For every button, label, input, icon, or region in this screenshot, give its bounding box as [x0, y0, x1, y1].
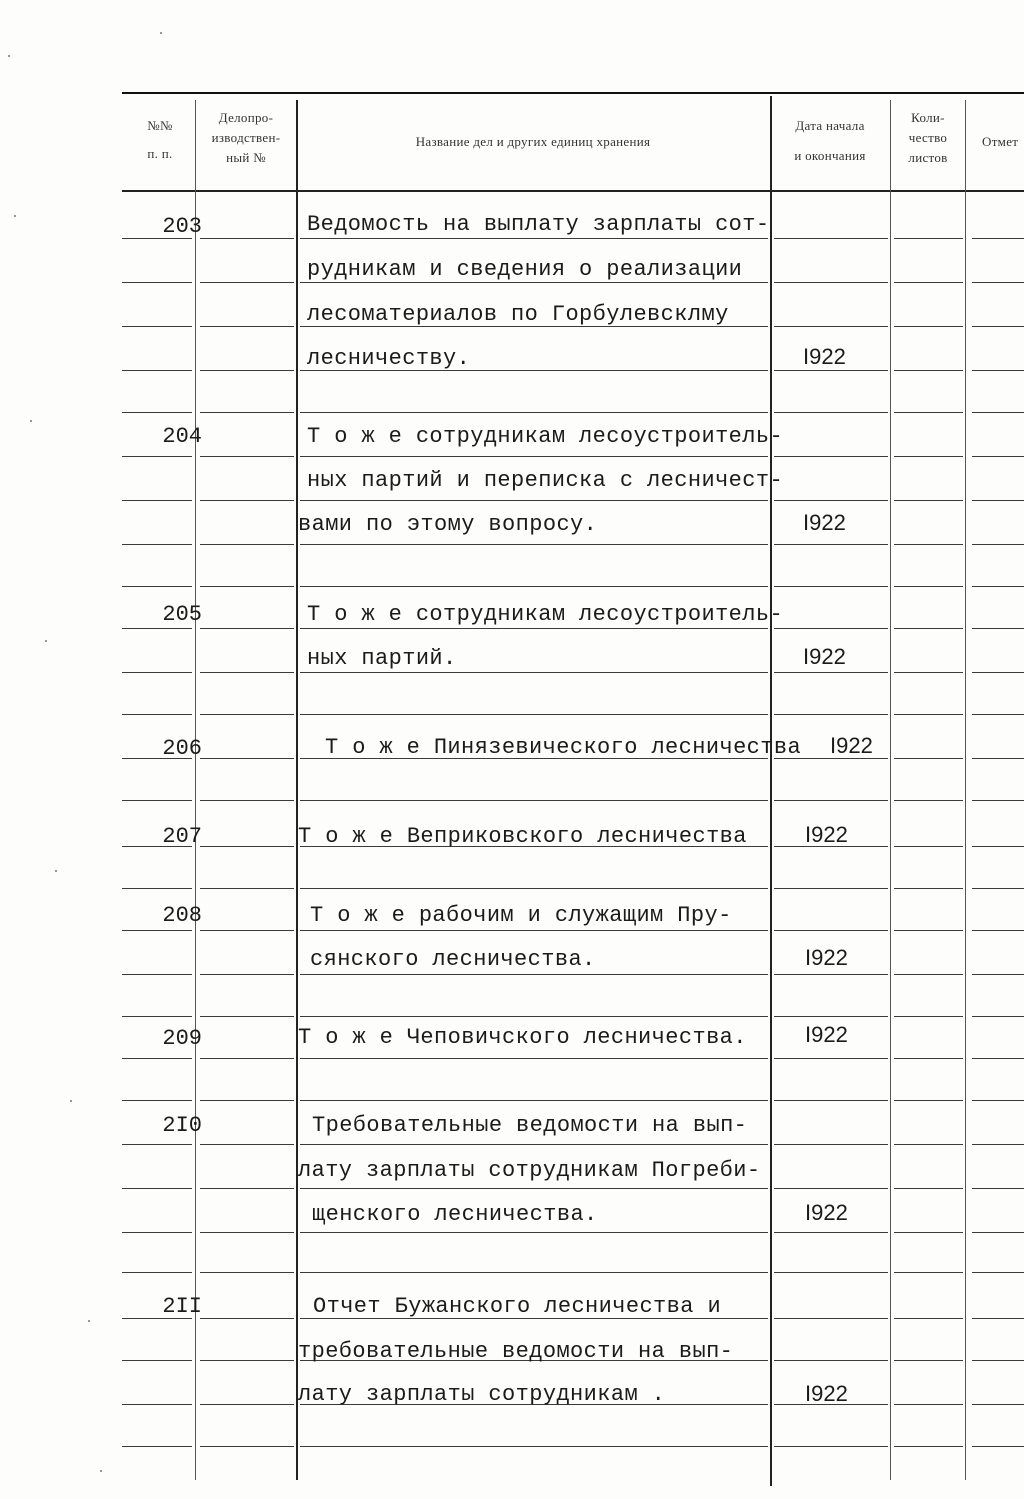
ruled-line — [122, 326, 192, 327]
ruled-line — [972, 714, 1024, 715]
entry-number: 2I0 — [162, 1113, 202, 1138]
ruled-line — [972, 930, 1024, 931]
entry-date: I922 — [803, 344, 846, 369]
entry-date: I922 — [805, 822, 848, 847]
ruled-line — [894, 1404, 963, 1405]
ruled-line — [972, 586, 1024, 587]
ruled-line — [200, 1360, 294, 1361]
speckle — [55, 870, 57, 872]
ruled-line — [300, 672, 768, 673]
header-col-notes — [982, 134, 1024, 150]
ruled-line — [200, 1188, 294, 1189]
ruled-line — [200, 412, 294, 413]
ruled-line — [200, 628, 294, 629]
ruled-line — [894, 1144, 963, 1145]
ruled-line — [300, 1232, 768, 1233]
ruled-line — [972, 1188, 1024, 1189]
ruled-line — [972, 758, 1024, 759]
ruled-line — [774, 1318, 888, 1319]
ruled-line — [122, 500, 192, 501]
speckle — [88, 1320, 90, 1322]
ruled-line — [894, 326, 963, 327]
speckle — [14, 215, 16, 217]
ruled-line — [122, 930, 192, 931]
entry-text-line: ных партий и переписка с лесничест- — [307, 468, 784, 493]
ruled-line — [894, 1058, 963, 1059]
ruled-line — [300, 1100, 768, 1101]
header-col-office-line3: ный № — [226, 150, 266, 165]
ruled-line — [894, 586, 963, 587]
ruled-line — [972, 1232, 1024, 1233]
entry-date: I922 — [805, 1200, 848, 1225]
entry-text-line: ных партий. — [307, 646, 457, 671]
ruled-line — [122, 628, 192, 629]
ruled-line — [774, 1058, 888, 1059]
ruled-line — [300, 628, 768, 629]
entry-text-line: рудникам и сведения о реализации — [307, 257, 743, 282]
ruled-line — [200, 456, 294, 457]
ruled-line — [300, 412, 768, 413]
entry-text-line: Т о ж е Пинязевического лесничества — [325, 735, 802, 760]
ruled-line — [774, 412, 888, 413]
header-col-office — [200, 110, 292, 166]
ruled-line — [300, 1058, 768, 1059]
ruled-line — [894, 714, 963, 715]
ruled-line — [122, 1016, 192, 1017]
entry-text-line: Требовательные ведомости на вып- — [312, 1113, 748, 1138]
ruled-line — [122, 282, 192, 283]
ruled-line — [972, 1016, 1024, 1017]
ruled-line — [200, 714, 294, 715]
ruled-line — [894, 846, 963, 847]
ruled-line — [200, 672, 294, 673]
entry-text-line: Т о ж е рабочим и служащим Пру- — [310, 903, 732, 928]
ruled-line — [122, 456, 192, 457]
ruled-line — [972, 370, 1024, 371]
ruled-line — [972, 1100, 1024, 1101]
ruled-line — [122, 586, 192, 587]
header-col-dates-line2: и окончания — [794, 148, 866, 163]
ruled-line — [200, 1404, 294, 1405]
header-col-notes-text: Отмет — [982, 134, 1019, 149]
ruled-line — [200, 1016, 294, 1017]
header-col-num — [132, 118, 188, 162]
entry-text-line: Ведомость на выплату зарплаты сот- — [307, 212, 770, 237]
entry-number: 205 — [162, 602, 202, 627]
ruled-line — [200, 1318, 294, 1319]
ruled-line — [200, 846, 294, 847]
ruled-line — [300, 1272, 768, 1273]
ruled-line — [774, 544, 888, 545]
entry-text-line: Т о ж е Чеповичского лесничества. — [298, 1025, 747, 1050]
ruled-line — [774, 1360, 888, 1361]
ruled-line — [972, 1272, 1024, 1273]
ruled-line — [972, 1446, 1024, 1447]
ruled-line — [894, 1188, 963, 1189]
entry-text-line: лату зарплаты сотрудникам Погреби- — [298, 1158, 761, 1183]
entry-number: 204 — [162, 424, 202, 449]
ruled-line — [774, 974, 888, 975]
ruled-line — [972, 282, 1024, 283]
entry-text-line: лесничеству. — [307, 346, 471, 371]
ruled-line — [200, 586, 294, 587]
ruled-line — [300, 930, 768, 931]
speckle — [100, 1470, 102, 1472]
ruled-line — [200, 1058, 294, 1059]
header-col-sheets — [894, 110, 962, 166]
ruled-line — [122, 412, 192, 413]
table-top-border — [122, 92, 1024, 94]
ruled-line — [894, 1232, 963, 1233]
entry-text-line: Т о ж е сотрудникам лесоустроитель- — [307, 602, 784, 627]
ruled-line — [200, 370, 294, 371]
ruled-line — [200, 758, 294, 759]
ruled-line — [972, 1404, 1024, 1405]
speckle — [45, 640, 47, 642]
ruled-line — [894, 888, 963, 889]
ruled-line — [774, 628, 888, 629]
ruled-line — [774, 326, 888, 327]
ruled-line — [972, 326, 1024, 327]
entry-text-line: требовательные ведомости на вып- — [298, 1339, 734, 1364]
ruled-line — [774, 238, 888, 239]
ruled-line — [774, 1144, 888, 1145]
entry-number: 206 — [162, 736, 202, 761]
speckle — [8, 55, 10, 57]
column-rule-title — [770, 96, 772, 1486]
ruled-line — [972, 628, 1024, 629]
ruled-line — [894, 370, 963, 371]
entry-date: I922 — [805, 945, 848, 970]
entry-date: I922 — [803, 644, 846, 669]
ruled-line — [774, 672, 888, 673]
entry-text-line: сянского лесничества. — [310, 947, 596, 972]
ruled-line — [300, 238, 768, 239]
ruled-line — [300, 586, 768, 587]
ruled-line — [774, 370, 888, 371]
ruled-line — [972, 1360, 1024, 1361]
ruled-line — [774, 1446, 888, 1447]
entry-number: 2II — [162, 1294, 202, 1319]
ruled-line — [894, 758, 963, 759]
ruled-line — [200, 1100, 294, 1101]
ruled-line — [200, 1144, 294, 1145]
header-col-dates-line1: Дата начала — [795, 118, 865, 133]
ruled-line — [894, 412, 963, 413]
entry-text-line: Т о ж е Веприковского лесничества — [298, 824, 747, 849]
ruled-line — [300, 1144, 768, 1145]
ruled-line — [200, 1272, 294, 1273]
ruled-line — [300, 456, 768, 457]
ruled-line — [300, 544, 768, 545]
ruled-line — [300, 800, 768, 801]
column-rule-num — [195, 100, 196, 1480]
ruled-line — [122, 974, 192, 975]
entry-date: I922 — [803, 510, 846, 535]
column-rule-sheets — [965, 100, 966, 1480]
ruled-line — [774, 1232, 888, 1233]
ruled-line — [972, 846, 1024, 847]
ruled-line — [122, 544, 192, 545]
ruled-line — [894, 1016, 963, 1017]
header-col-title-text: Название дел и других единиц хранения — [415, 134, 651, 149]
entry-number: 208 — [162, 903, 202, 928]
header-bottom-border — [122, 190, 1024, 192]
entry-text-line: вами по этому вопросу. — [298, 512, 598, 537]
ruled-line — [774, 1016, 888, 1017]
ruled-line — [122, 672, 192, 673]
entry-text-line: лату зарплаты сотрудникам . — [298, 1382, 666, 1407]
ruled-line — [774, 1100, 888, 1101]
ruled-line — [122, 1144, 192, 1145]
ruled-line — [200, 800, 294, 801]
speckle — [30, 420, 32, 422]
header-col-title — [300, 134, 766, 150]
ruled-line — [972, 238, 1024, 239]
ruled-line — [774, 800, 888, 801]
ruled-line — [200, 1232, 294, 1233]
ruled-line — [774, 586, 888, 587]
ruled-line — [300, 500, 768, 501]
ruled-line — [200, 282, 294, 283]
ruled-line — [894, 930, 963, 931]
ruled-line — [774, 888, 888, 889]
ruled-line — [200, 930, 294, 931]
ruled-line — [972, 800, 1024, 801]
entry-number: 203 — [162, 214, 202, 239]
ruled-line — [972, 1144, 1024, 1145]
ruled-line — [122, 1100, 192, 1101]
ruled-line — [122, 800, 192, 801]
entry-text-line: щенского лесничества. — [312, 1202, 598, 1227]
ruled-line — [972, 1058, 1024, 1059]
header-col-sheets-line1: Коли- — [911, 110, 945, 125]
ruled-line — [200, 888, 294, 889]
ruled-line — [200, 1446, 294, 1447]
entry-date: I922 — [805, 1022, 848, 1047]
header-col-num-line2: п. п. — [147, 146, 173, 161]
ruled-line — [300, 1446, 768, 1447]
ruled-line — [894, 1360, 963, 1361]
speckle — [160, 32, 162, 34]
ruled-line — [200, 974, 294, 975]
ruled-line — [894, 282, 963, 283]
ruled-line — [774, 282, 888, 283]
ruled-line — [894, 238, 963, 239]
ruled-line — [894, 1100, 963, 1101]
ruled-line — [774, 930, 888, 931]
ruled-line — [972, 456, 1024, 457]
ruled-line — [200, 326, 294, 327]
ruled-line — [894, 1272, 963, 1273]
ruled-line — [300, 1188, 768, 1189]
ruled-line — [300, 714, 768, 715]
header-col-num-line1: №№ — [147, 118, 173, 133]
ruled-line — [774, 456, 888, 457]
ruled-line — [894, 974, 963, 975]
ruled-line — [122, 1232, 192, 1233]
header-col-dates — [774, 118, 886, 164]
ruled-line — [774, 1272, 888, 1273]
ruled-line — [894, 1446, 963, 1447]
speckle — [70, 1100, 72, 1102]
ruled-line — [972, 544, 1024, 545]
ruled-line — [894, 672, 963, 673]
ruled-line — [774, 1188, 888, 1189]
ruled-line — [300, 888, 768, 889]
ruled-line — [894, 1318, 963, 1319]
ruled-line — [894, 800, 963, 801]
header-col-sheets-line2: чество — [908, 130, 948, 145]
entry-text-line: Отчет Бужанского лесничества и — [313, 1294, 722, 1319]
ruled-line — [972, 974, 1024, 975]
column-rule-dates — [890, 100, 891, 1480]
entry-text-line: Т о ж е сотрудникам лесоустроитель- — [307, 424, 784, 449]
ruled-line — [122, 1360, 192, 1361]
ruled-line — [894, 544, 963, 545]
ruled-line — [894, 500, 963, 501]
ruled-line — [122, 1272, 192, 1273]
entry-number: 207 — [162, 824, 202, 849]
ruled-line — [122, 1404, 192, 1405]
entry-date: I922 — [830, 733, 873, 758]
ruled-line — [894, 456, 963, 457]
ruled-line — [972, 412, 1024, 413]
ruled-line — [972, 672, 1024, 673]
entry-number: 209 — [162, 1026, 202, 1051]
ruled-line — [774, 714, 888, 715]
ruled-line — [972, 1318, 1024, 1319]
header-col-office-line2: изводствен- — [211, 130, 281, 145]
ruled-line — [894, 628, 963, 629]
ruled-line — [200, 238, 294, 239]
column-rule-office — [296, 100, 298, 1480]
ruled-line — [122, 370, 192, 371]
header-col-office-line1: Делопро- — [218, 110, 274, 125]
ruled-line — [200, 544, 294, 545]
ruled-line — [122, 888, 192, 889]
ruled-line — [122, 1188, 192, 1189]
ruled-line — [972, 888, 1024, 889]
ruled-line — [122, 714, 192, 715]
ruled-line — [200, 500, 294, 501]
header-col-sheets-line3: листов — [908, 150, 948, 165]
ruled-line — [300, 1016, 768, 1017]
ruled-line — [300, 974, 768, 975]
entry-text-line: лесоматериалов по Горбулевсклму — [307, 302, 729, 327]
ruled-line — [122, 1446, 192, 1447]
ruled-line — [774, 500, 888, 501]
ruled-line — [972, 500, 1024, 501]
ruled-line — [122, 1058, 192, 1059]
entry-date: I922 — [805, 1381, 848, 1406]
